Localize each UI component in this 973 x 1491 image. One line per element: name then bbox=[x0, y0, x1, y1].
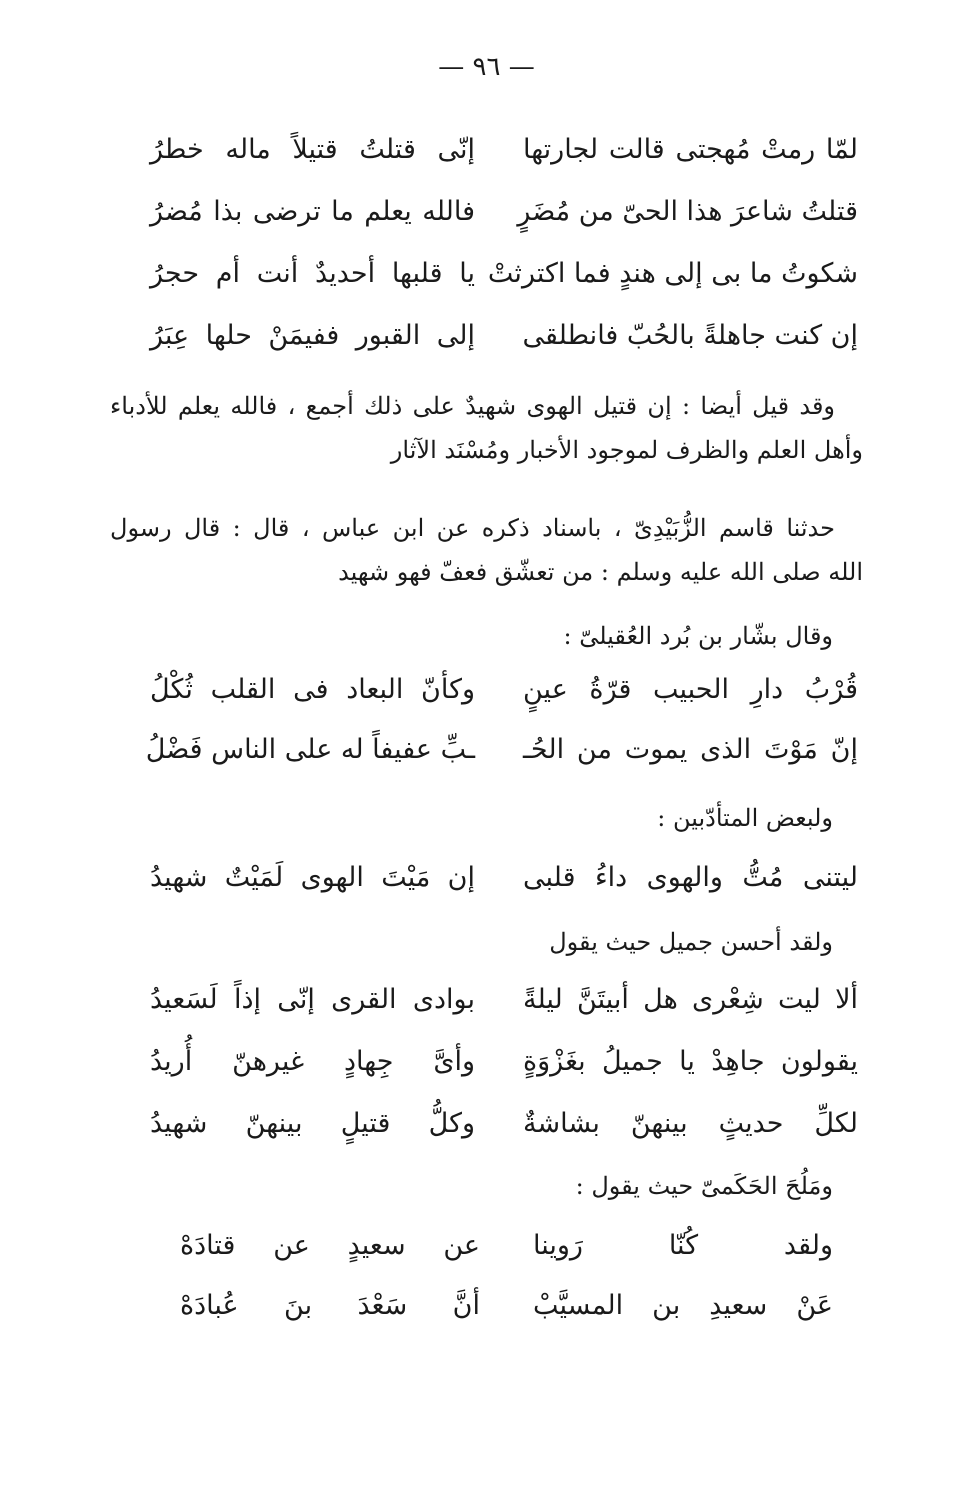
verse-second-hemistich: أنَّ سَعْدَ بنَ عُبادَهْ bbox=[180, 1290, 480, 1321]
prose-paragraph bbox=[110, 506, 863, 594]
prose-paragraph bbox=[110, 384, 863, 472]
prose-line: وقد قيل أيضا : إن قتيل الهوى شهيدٌ على ذلك أجمع ، فالله يعلم للأدباء bbox=[110, 392, 836, 420]
verse-first-hemistich: عَنْ سعيدِ بن المسيَّبْ bbox=[533, 1290, 833, 1321]
verse-line bbox=[150, 978, 858, 1022]
verse-line bbox=[145, 728, 858, 772]
page-number: — ٩٦ — bbox=[438, 52, 535, 82]
poem-intro: ومَلُحَ الحَكَمىّ حيث يقول : bbox=[575, 1172, 833, 1200]
verse-second-hemistich: ـبِّ عفيفاً له على الناس فَضْلُ bbox=[145, 734, 475, 765]
verse-second-hemistich: إن مَيْتَ الهوى لَمَيْتٌ شهيدُ bbox=[150, 862, 475, 893]
verse-second-hemistich: وكلُّ قتيلٍ بينهنّ شهيدُ bbox=[150, 1108, 475, 1139]
prose-line: الله صلى الله عليه وسلم : من تعشّق فعفّ فهو شهيد bbox=[338, 558, 863, 586]
verse-first-hemistich: إنّ مَوْتَ الذى يموت من الحُـ bbox=[523, 734, 858, 765]
verse-line bbox=[150, 252, 858, 296]
verse-line bbox=[150, 190, 858, 234]
verse-line bbox=[150, 314, 858, 358]
verse-line bbox=[150, 1040, 858, 1084]
verse-first-hemistich: شكوتُ ما بى إلى هندٍ فما اكترثتْ bbox=[487, 258, 858, 289]
verse-first-hemistich: ليتنى مُتُّ والهوى داءُ قلبى bbox=[523, 862, 858, 893]
poem-intro: ولبعض المتأدّبين : bbox=[657, 804, 833, 832]
verse-first-hemistich: يقولون جاهِدْ يا جميلُ بغَزْوَةٍ bbox=[523, 1046, 858, 1077]
verse-second-hemistich: فالله يعلم ما ترضى بذا مُضرُ bbox=[150, 196, 475, 227]
verse-line bbox=[150, 128, 858, 172]
verse-first-hemistich: ولقد كُنّا رَوينا bbox=[533, 1230, 833, 1261]
verse-line bbox=[150, 856, 858, 900]
verse-line bbox=[150, 668, 858, 712]
verse-first-hemistich: لكلِّ حديثٍ بينهنّ بشاشةٌ bbox=[523, 1108, 858, 1139]
verse-second-hemistich: وأىَّ جِهادٍ غيرهنّ أُريدُ bbox=[150, 1046, 475, 1077]
verse-second-hemistich: وكأنّ البعاد فى القلب ثُكْلُ bbox=[150, 674, 475, 705]
verse-first-hemistich: لمّا رمتْ مُهجتى قالت لجارتها bbox=[523, 134, 858, 165]
verse-line bbox=[180, 1224, 833, 1268]
poem-intro: وقال بشّار بن بُرد العُقيلىّ : bbox=[563, 622, 833, 650]
verse-first-hemistich: قُرْبُ دارِ الحبيب قرّةُ عينٍ bbox=[523, 674, 858, 705]
verse-second-hemistich: عن سعيدٍ عن قتادَهْ bbox=[180, 1230, 480, 1261]
verse-second-hemistich: بوادى القرى إنّى إذاً لَسَعيدُ bbox=[150, 984, 475, 1015]
verse-first-hemistich: قتلتُ شاعرَ هذا الحىّ من مُضَرٍ bbox=[517, 196, 858, 227]
verse-second-hemistich: إلى القبور ففيمَنْ حلها عِبَرُ bbox=[150, 320, 475, 351]
poem-intro: ولقد أحسن جميل حيث يقول bbox=[549, 928, 833, 956]
verse-first-hemistich: إن كنت جاهلةً بالحُبّ فانطلقى bbox=[522, 320, 858, 351]
verse-line bbox=[180, 1284, 833, 1328]
prose-line: حدثنا قاسم الزُّبَيْدِىّ ، باسناد ذكره عن ابن عباس ، قال : قال رسول bbox=[110, 514, 835, 542]
verse-second-hemistich: إنّى قتلتُ قتيلاً ماله خطرُ bbox=[150, 134, 475, 165]
verse-line bbox=[150, 1102, 858, 1146]
prose-line: وأهل العلم والظرف لموجود الأخبار ومُسْنَد الآثار bbox=[390, 436, 863, 464]
verse-first-hemistich: ألا ليت شِعْرى هل أبيتَنَّ ليلةً bbox=[523, 984, 858, 1015]
verse-second-hemistich: يا قلبها أحديدٌ أنت أم حجرُ bbox=[150, 258, 475, 289]
